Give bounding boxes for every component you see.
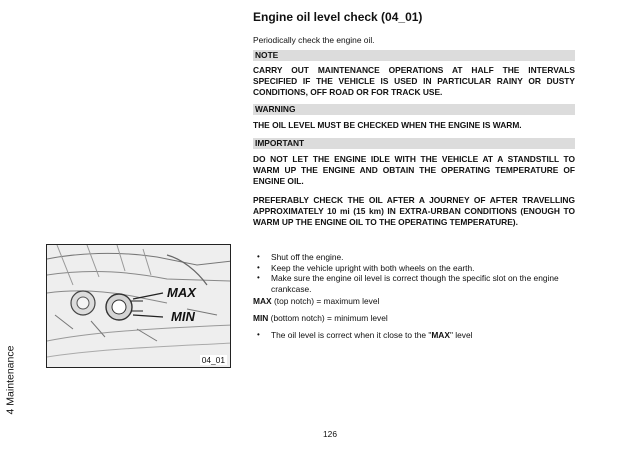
- important-text: DO NOT LET THE ENGINE IDLE WITH THE VEHICLE AT A STANDSTILL TO WARM UP THE ENGINE AND OBTAIN THE OPERATING TEMPERATURE OF ENGINE OIL.: [253, 154, 575, 186]
- max-figure-label: MAX: [167, 285, 196, 300]
- min-definition: [253, 313, 575, 324]
- oil-level-figure: [46, 244, 231, 368]
- bullet-icon: •: [257, 262, 260, 272]
- important-text-2: PREFERABLY CHECK THE OIL AFTER A JOURNEY OF AFTER TRAVELLING APPROXIMATELY 10 mi (15 km) IN EXTRA-URBAN CONDITIONS (ENOUGH TO WARM UP THE ENGINE OIL TO THE OPERATING TEMPERATURE).: [253, 195, 575, 227]
- procedure-steps: [253, 252, 575, 294]
- step-item: [253, 273, 575, 294]
- final-step-item: [253, 330, 575, 341]
- page-number: 126: [323, 429, 337, 439]
- final-step-strong: MAX: [431, 330, 450, 340]
- note-heading: NOTE: [253, 50, 575, 61]
- section-side-label: [1, 340, 20, 420]
- step-item: [253, 263, 575, 274]
- intro-text: Periodically check the engine oil.: [253, 35, 375, 45]
- bullet-icon: •: [257, 330, 260, 339]
- warning-block: [253, 104, 575, 131]
- warning-text: THE OIL LEVEL MUST BE CHECKED WHEN THE ENGINE IS WARM.: [253, 120, 522, 130]
- page-title: Engine oil level check (04_01): [253, 10, 423, 24]
- warning-heading: WARNING: [253, 104, 575, 115]
- important-block: [253, 138, 575, 228]
- section-side-label-text: 4 Maintenance: [4, 345, 17, 415]
- min-figure-label: MIN: [171, 309, 195, 324]
- min-definition-label: MIN: [253, 313, 269, 323]
- step-text: Keep the vehicle upright with both wheels on the earth.: [271, 262, 475, 273]
- max-definition-label: MAX: [253, 296, 272, 306]
- final-step-text-before: The oil level is correct when it close to the ": [271, 330, 432, 340]
- important-heading: IMPORTANT: [253, 138, 575, 149]
- final-step-text-after: " level: [449, 330, 473, 340]
- step-text: Shut off the engine.: [271, 252, 344, 262]
- figure-caption: 04_01: [201, 355, 225, 365]
- note-block: [253, 50, 575, 98]
- note-text: CARRY OUT MAINTENANCE OPERATIONS AT HALF THE INTERVALS SPECIFIED IF THE VEHICLE IS USED IN PARTICULAR RAINY OR DUSTY CONDITIONS, OFF ROAD OR FOR TRACK USE.: [253, 65, 575, 97]
- min-definition-text: (bottom notch) = minimum level: [268, 313, 388, 323]
- max-definition-text: (top notch) = maximum level: [271, 296, 380, 306]
- bullet-icon: •: [257, 273, 260, 282]
- engine-crankcase-illustration: [47, 245, 231, 368]
- step-item: [253, 252, 575, 263]
- step-text: Make sure the engine oil level is correct though the specific slot on the engine crankcase.: [271, 273, 559, 294]
- max-definition: [253, 296, 575, 307]
- final-step-list: [253, 330, 575, 341]
- bullet-icon: •: [257, 252, 260, 261]
